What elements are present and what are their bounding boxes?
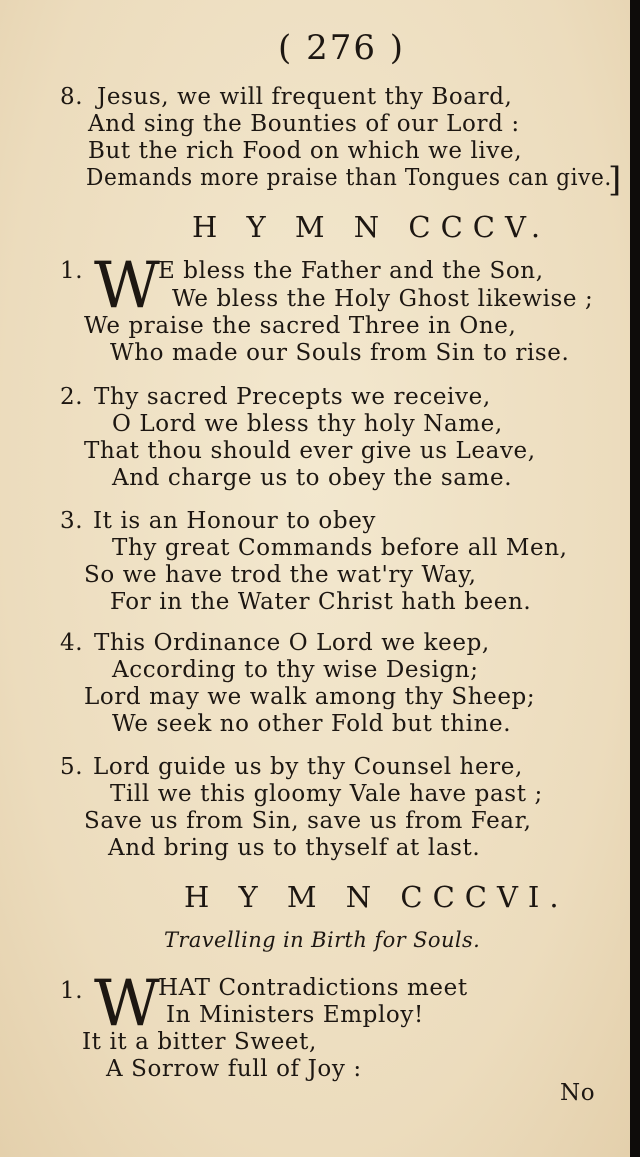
stanza-number: 4. xyxy=(60,630,84,656)
verse-line: According to thy wise Design; xyxy=(112,657,479,683)
verse-line: Lord may we walk among thy Sheep; xyxy=(84,684,536,710)
verse-line: It it a bitter Sweet, xyxy=(82,1029,317,1055)
verse-line: We seek no other Fold but thine. xyxy=(112,711,512,737)
closing-bracket: ] xyxy=(608,160,622,200)
verse-line: For in the Water Christ hath been. xyxy=(110,589,532,615)
verse-line: And charge us to obey the same. xyxy=(112,465,513,491)
stanza-number: 8. xyxy=(60,84,84,110)
verse-line: Lord guide us by thy Counsel here, xyxy=(93,754,523,780)
hymn-title: H Y M N CCCV. xyxy=(192,210,551,244)
verse-line: We bless the Holy Ghost likewise ; xyxy=(172,286,594,312)
verse-line: That thou should ever give us Leave, xyxy=(84,438,536,464)
verse-line: Jesus, we will frequent thy Board, xyxy=(97,84,513,110)
drop-cap: W xyxy=(94,249,160,323)
verse-line: We praise the sacred Three in One, xyxy=(84,313,517,339)
stanza-number: 2. xyxy=(60,384,84,410)
page-edge-shadow xyxy=(630,0,640,1157)
stanza-number: 1. xyxy=(60,258,84,284)
verse-line: A Sorrow full of Joy : xyxy=(106,1056,362,1082)
verse-line: Who made our Souls from Sin to rise. xyxy=(110,340,570,366)
drop-cap: W xyxy=(94,967,160,1041)
verse-line: Thy sacred Precepts we receive, xyxy=(94,384,491,410)
page-number: ( 276 ) xyxy=(278,28,406,68)
verse-line: This Ordinance O Lord we keep, xyxy=(94,630,490,656)
verse-line: But the rich Food on which we live, xyxy=(88,138,523,164)
verse-line: O Lord we bless thy holy Name, xyxy=(112,411,503,437)
hymn-subtitle: Travelling in Birth for Souls. xyxy=(164,928,481,952)
verse-line: E bless the Father and the Son, xyxy=(158,258,544,284)
verse-line: Demands more praise than Tongues can give. xyxy=(86,165,612,191)
hymn-title: H Y M N CCCVI. xyxy=(184,880,569,914)
catchword: No xyxy=(560,1080,596,1106)
stanza-number: 1. xyxy=(60,978,84,1004)
verse-line: Thy great Commands before all Men, xyxy=(112,535,568,561)
verse-line: So we have trod the wat'ry Way, xyxy=(84,562,477,588)
verse-line: And bring us to thyself at last. xyxy=(108,835,481,861)
verse-line: And sing the Bounties of our Lord : xyxy=(88,111,520,137)
verse-line: It is an Honour to obey xyxy=(93,508,377,534)
stanza-number: 3. xyxy=(60,508,84,534)
verse-line: Till we this gloomy Vale have past ; xyxy=(110,781,543,807)
verse-line: Save us from Sin, save us from Fear, xyxy=(84,808,532,834)
verse-line: In Ministers Employ! xyxy=(166,1002,424,1028)
verse-line: HAT Contradictions meet xyxy=(158,975,468,1001)
stanza-number: 5. xyxy=(60,754,84,780)
